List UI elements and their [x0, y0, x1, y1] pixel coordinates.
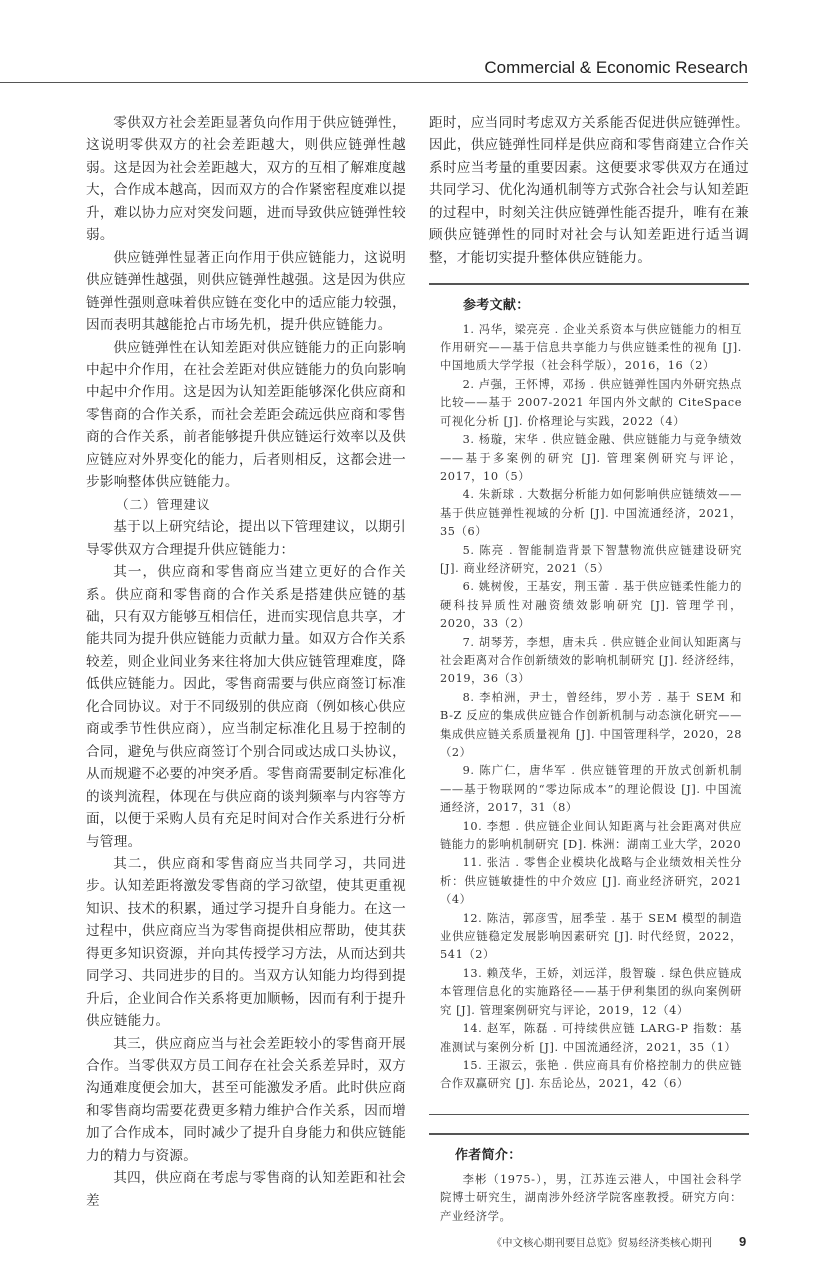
reference-item: 5. 陈亮 . 智能制造背景下智慧物流供应链建设研究 [J]. 商业经济研究，2021（5）	[440, 543, 742, 575]
page-number: 9	[739, 1233, 747, 1249]
reference-item: 15. 王淑云，张艳 . 供应商具有价格控制力的供应链合作双赢研究 [J]. 东岳论丛，2021，42（6）	[440, 1058, 742, 1091]
footer-journal-note: 《中文核心期刊要目总览》贸易经济类核心期刊	[491, 1236, 712, 1249]
section-subheading: （二）管理建议	[116, 496, 211, 512]
author-heading: 作者简介：	[455, 1147, 522, 1163]
body-paragraph: 基于以上研究结论，提出以下管理建议，以期引导零供双方合理提升供应链能力：	[86, 519, 406, 558]
page-footer	[0, 1234, 827, 1274]
reference-item: 11. 张洁 . 零售企业模块化战略与企业绩效相关性分析：供应链敏捷性的中介效应 [J]. 商业经济研究，2021（4）	[440, 856, 742, 907]
references-list	[440, 321, 742, 1094]
reference-item: 14. 赵军，陈磊 . 可持续供应链 LARG-P 指数：基准测试与案例分析 [J]. 中国流通经济，2021，35（1）	[440, 1022, 742, 1054]
author-bio-text: 李彬（1975-），男，江苏连云港人，中国社会科学院博士研究生，湖南涉外经济学院客座教授。研究方向：产业经济学。	[440, 1172, 742, 1223]
reference-item: 13. 赖茂华，王娇，刘远洋，殷智璇 . 绿色供应链成本管理信息化的实施路径——基于伊利集团的纵向案例研究 [J]. 管理案例研究与评论，2019，12（4）	[440, 966, 742, 1017]
body-paragraph: 其一，供应商和零售商应当建立更好的合作关系。供应商和零售商的合作关系是搭建供应链的基础，只有双方能够互相信任，进而实现信息共享，才能共同为提升供应链能力贡献力量。如双方合作关系较差，则企业间业务来往将加大供应链管理难度，降低供应链能力。因此，零售商需要与供应商签订标准化合同协议。对于不同级别的供应商（例如核心供应商或季节性供应商），应当制定标准化且易于控制的合同，避免与供应商签订个别合同或达成口头协议，从而规避不必要的冲突矛盾。零售商需要制定标准化的谈判流程，体现在与供应商的谈判频率与内容等方面，以便于采购人员有充足时间对合作关系进行分析与管理。	[86, 564, 406, 850]
body-paragraph: 其二，供应商和零售商应当共同学习，共同进步。认知差距将激发零售商的学习欲望，使其更重视知识、技术的积累，通过学习提升自身能力。在这一过程中，供应商应当为零售商提供相应帮助，使其获得更多知识资源，并向其传授学习方法，从而达到共同学习、共同进步的目的。当双方认知能力均得到提升后，企业间合作关系将更加顺畅，因而有利于提升供应链能力。	[86, 855, 406, 1030]
body-paragraph: 距时，应当同时考虑双方关系能否促进供应链弹性。因此，供应链弹性同样是供应商和零售商建立合作关系时应当考量的重要因素。这便要求零供双方在通过共同学习、优化沟通机制等方式弥合社会与认知差距的过程中，时刻关注供应链弹性能否提升，唯有在兼顾供应链弹性的同时对社会与认知差距进行适当调整，才能切实提升整体供应链能力。	[429, 115, 749, 266]
body-paragraph: 零供双方社会差距显著负向作用于供应链弹性，这说明零供双方的社会差距越大，则供应链弹性越弱。这是因为社会差距越大，双方的互相了解难度越大，合作成本越高，因而双方的合作紧密程度难以提升，难以协力应对突发问题，进而导致供应链弹性较弱。	[86, 115, 406, 244]
reference-item: 1. 冯华，梁亮亮 . 企业关系资本与供应链能力的相互作用研究——基于信息共享能力与供应链柔性的视角 [J]. 中国地质大学学报（社会科学版），2016，16（2）	[440, 322, 742, 373]
right-column	[429, 112, 749, 1226]
reference-item: 2. 卢强，王怀博，邓扬 . 供应链弹性国内外研究热点比较——基于 2007-2021 年国内外文献的 CiteSpace 可视化分析 [J]. 价格理论与实践，2022（4）	[440, 377, 742, 428]
left-column	[86, 112, 406, 1212]
header-divider	[0, 82, 748, 83]
page-header	[0, 0, 827, 83]
references-divider	[429, 283, 749, 285]
reference-item: 6. 姚树俊，王基安，荆玉蕾 . 基于供应链柔性能力的硬科技异质性对融资绩效影响研究 [J]. 管理学刊，2020，33（2）	[440, 580, 742, 631]
author-divider	[429, 1133, 749, 1135]
journal-title: Commercial & Economic Research	[484, 58, 748, 77]
reference-item: 10. 李想 . 供应链企业间认知距离与社会距离对供应链能力的影响机制研究 [D]. 株洲：湖南工业大学，2020	[440, 819, 742, 852]
columns	[0, 112, 827, 1226]
body-paragraph: 供应链弹性在认知差距对供应链能力的正向影响中起中介作用，在社会差距对供应链能力的负向影响中起中介作用。这是因为认知差距能够深化供应商和零售商的合作关系，而社会差距会疏远供应商和零售商的合作关系，前者能够提升供应链运行效率以及供应链应对外界变化的能力，后者则相反，这都会进一步影响整体供应链能力。	[86, 339, 406, 491]
reference-item: 7. 胡琴芳，李想，唐未兵 . 供应链企业间认知距离与社会距离对合作创新绩效的影响机制研究 [J]. 经济经纬，2019，36（3）	[440, 635, 742, 686]
references-heading: 参考文献：	[463, 297, 530, 313]
reference-item: 3. 杨璇，宋华 . 供应链金融、供应链能力与竞争绩效——基于多案例的研究 [J]. 管理案例研究与评论，2017，10（5）	[440, 433, 742, 483]
reference-item: 8. 李柏洲，尹士，曾经纬，罗小芳 . 基于 SEM 和 B-Z 反应的集成供应链合作创新机制与动态演化研究——集成供应链关系质量视角 [J]. 中国管理科学，2020，28（2）	[440, 690, 742, 760]
references-end-divider	[429, 1114, 749, 1116]
body-paragraph: 供应链弹性显著正向作用于供应链能力，这说明供应链弹性越强，则供应链弹性越强。这是因为供应链弹性强则意味着供应链在变化中的适应能力较强，因而表明其越能抢占市场先机，提升供应链能力。	[86, 249, 406, 334]
reference-item: 9. 陈广仁，唐华军 . 供应链管理的开放式创新机制——基于物联网的“零边际成本”的理论假设 [J]. 中国流通经济，2017，31（8）	[440, 764, 742, 815]
body-paragraph: 其四，供应商在考虑与零售商的认知差距和社会差	[86, 1170, 406, 1209]
reference-item: 4. 朱新球 . 大数据分析能力如何影响供应链绩效——基于供应链弹性视域的分析 [J]. 中国流通经济，2021，35（6）	[440, 488, 742, 539]
reference-item: 12. 陈洁，郭彦雪，屈季莹 . 基于 SEM 模型的制造业供应链稳定发展影响因素研究 [J]. 时代经贸，2022，541（2）	[440, 911, 742, 962]
author-bio	[440, 1171, 742, 1226]
body-paragraph: 其三，供应商应当与社会差距较小的零售商开展合作。当零供双方员工间存在社会关系差异时，双方沟通难度便会加大，甚至可能激发矛盾。此时供应商和零售商均需要花费更多精力维护合作关系，因而增加了合作成本，同时减少了提升自身能力和供应链能力的精力与资源。	[86, 1035, 406, 1164]
